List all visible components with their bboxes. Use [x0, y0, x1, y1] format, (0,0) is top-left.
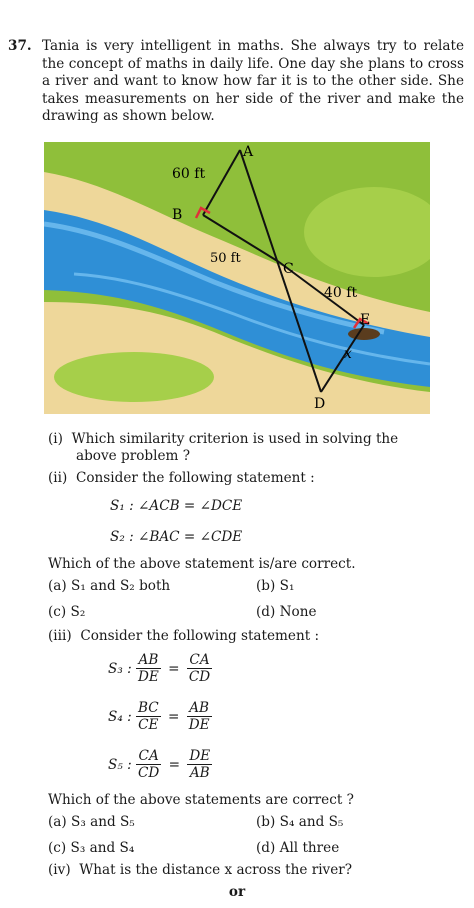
part-iii-text: Consider the following statement : [80, 628, 320, 644]
point-C-label: C [283, 261, 294, 277]
part-iii-option-a[interactable]: (a) S₃ and S₅ [48, 814, 135, 830]
point-E-label: E [360, 312, 371, 328]
part-i-text-2: above problem ? [76, 448, 191, 464]
part-iii-option-b[interactable]: (b) S₄ and S₅ [256, 814, 344, 830]
part-iii-label: (iii) [48, 628, 72, 644]
s5-label: S₅ : [108, 756, 132, 773]
length-AB-label: 60 ft [172, 166, 206, 182]
boat [348, 328, 380, 340]
part-ii-option-d[interactable]: (d) None [256, 604, 317, 620]
part-i-text: Which similarity criterion is used in solving the [71, 431, 399, 447]
point-B-label: B [172, 207, 183, 223]
part-i [48, 431, 398, 447]
statement-s4 [108, 700, 212, 733]
length-CE-label: 40 ft [324, 285, 358, 301]
part-iii-which: Which of the above statements are correct ? [48, 792, 354, 808]
s3-fraction-left: $\frac{AB}{DE}$ [138, 652, 159, 685]
part-iv [48, 862, 352, 878]
point-D-label: D [314, 396, 326, 412]
or-separator: or [228, 884, 246, 900]
part-ii-text: Consider the following statement : [75, 470, 315, 486]
part-ii-option-a[interactable]: (a) S₁ and S₂ both [48, 578, 171, 594]
statement-s1: S₁ : ∠ACB = ∠DCE [110, 498, 243, 514]
question-block [8, 38, 464, 126]
river-illustration [44, 142, 430, 414]
river-figure [44, 142, 430, 414]
part-ii-option-b[interactable]: (b) S₁ [256, 578, 295, 594]
point-A-label: A [243, 144, 254, 160]
part-iv-text: What is the distance x across the river? [79, 862, 353, 878]
part-ii-which: Which of the above statement is/are correct. [48, 556, 356, 572]
s5-equals: = [168, 756, 181, 773]
distance-x-label: x [344, 346, 352, 362]
question-number: 37. [8, 38, 32, 54]
part-iii [48, 628, 319, 644]
s4-label: S₄ : [108, 708, 132, 725]
s4-equals: = [167, 708, 180, 725]
s5-fraction-left: $\frac{CA}{CD}$ [138, 748, 160, 781]
statement-s2: S₂ : ∠BAC = ∠CDE [110, 529, 243, 545]
s4-fraction-left: $\frac{BC}{CE}$ [138, 700, 159, 733]
grass-patch-2 [54, 352, 214, 402]
statement-s5 [108, 748, 212, 781]
part-ii-label: (ii) [48, 470, 68, 486]
s3-equals: = [168, 660, 180, 677]
s3-fraction-right: $\frac{CA}{CD}$ [188, 652, 211, 685]
statement-s3 [108, 652, 212, 685]
part-ii-option-c[interactable]: (c) S₂ [48, 604, 86, 620]
part-ii [48, 470, 315, 486]
part-i-label: (i) [48, 431, 63, 447]
s3-label: S₃ : [108, 660, 132, 677]
length-BC-label: 50 ft [210, 251, 241, 266]
s4-fraction-right: $\frac{AB}{DE}$ [188, 700, 210, 733]
part-iii-option-c[interactable]: (c) S₃ and S₄ [48, 840, 135, 856]
s5-fraction-right: $\frac{DE}{AB}$ [189, 748, 211, 781]
part-iii-option-d[interactable]: (d) All three [256, 840, 340, 856]
question-text: Tania is very intelligent in maths. She always try to relate the concept of maths in daily life. One day she plans to cross a river and want to know how far it is to the other side. She takes measurements on her side of the river and make the drawing as shown below. [42, 38, 464, 125]
part-iv-label: (iv) [48, 862, 71, 878]
